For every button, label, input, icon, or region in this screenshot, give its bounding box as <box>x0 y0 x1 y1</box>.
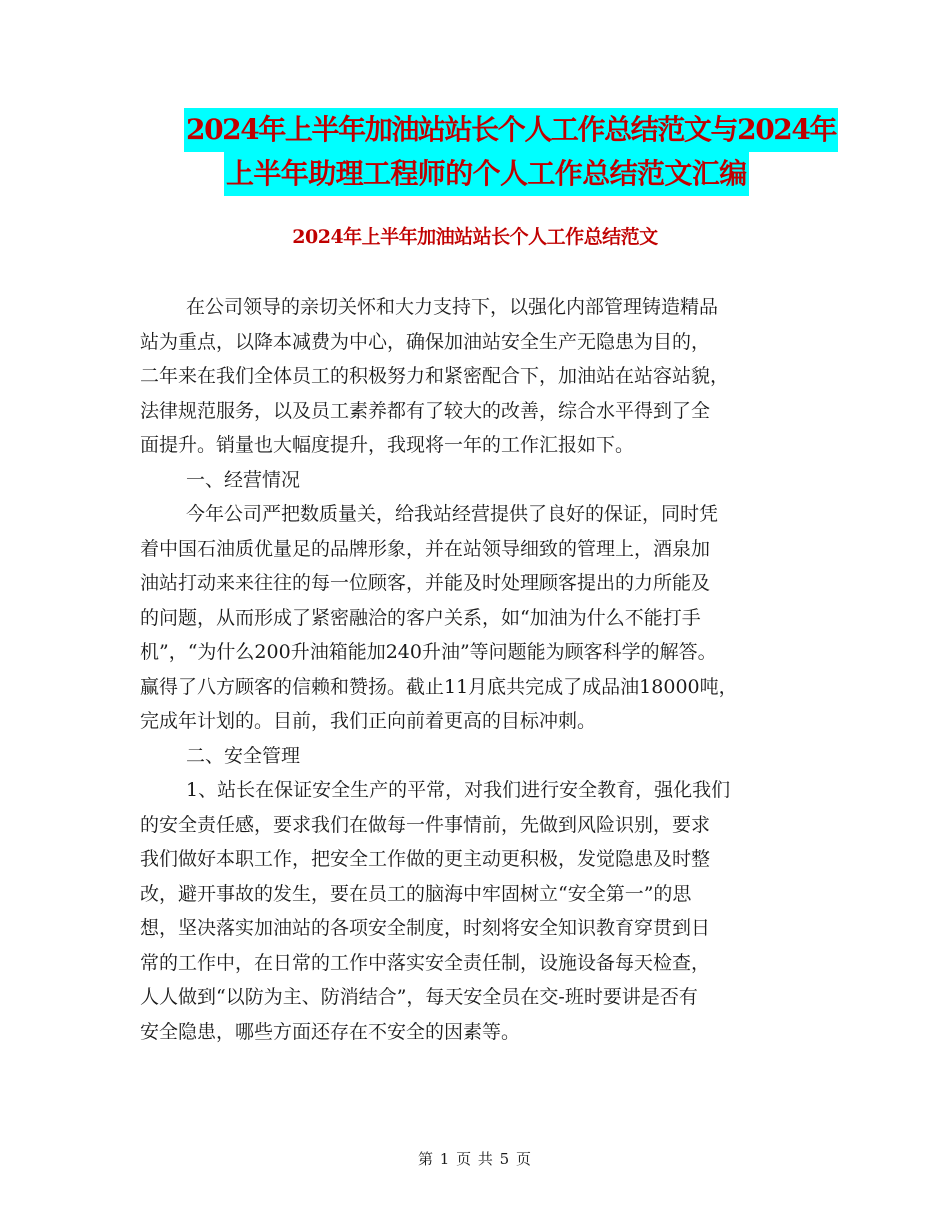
body-line: 油站打动来来往往的每一位顾客，并能及时处理顾客提出的力所能及 <box>140 572 711 594</box>
body-line: 我们做好本职工作，把安全工作做的更主动更积极，发觉隐患及时整 <box>140 848 711 870</box>
page-footer: 第 1 页 共 5 页 <box>418 1150 532 1168</box>
section-heading: 二、安全管理 <box>186 744 301 767</box>
body-line: 的安全责任感，要求我们在做每一件事情前，先做到风险识别，要求 <box>140 813 711 836</box>
body-line: 赢得了八方顾客的信赖和赞扬。截止11月底共完成了成品油18000吨， <box>140 675 738 698</box>
body-line: 常的工作中，在日常的工作中落实安全责任制，设施设备每天检查， <box>140 951 711 974</box>
section-heading: 一、经营情况 <box>186 468 301 491</box>
title-line-2: 上半年助理工程师的个人工作总结范文汇编 <box>224 152 749 196</box>
body-line: 想，坚决落实加油站的各项安全制度，时刻将安全知识教育穿贯到日 <box>140 917 711 939</box>
body-line: 完成年计划的。目前，我们正向前着更高的目标冲刺。 <box>140 710 597 732</box>
document-title <box>0 108 950 196</box>
body-line: 今年公司严把数质量关，给我站经营提供了良好的保证，同时凭 <box>186 503 719 525</box>
body-line: 法律规范服务，以及员工素养都有了较大的改善，综合水平得到了全 <box>140 399 711 422</box>
body-line: 人人做到“以防为主、防消结合”，每天安全员在交-班时要讲是否有 <box>140 986 698 1008</box>
body-line: 的问题，从而形成了紧密融洽的客户关系，如“加油为什么不能打手 <box>140 606 701 629</box>
body-line: 在公司领导的亲切关怀和大力支持下，以强化内部管理铸造精品 <box>186 296 719 318</box>
body-line: 机”，“为什么200升油箱能加240升油”等问题能为顾客科学的解答。 <box>140 641 717 663</box>
body-line: 着中国石油质优量足的品牌形象，并在站领导细致的管理上，酒泉加 <box>140 537 711 560</box>
body-line: 二年来在我们全体员工的积极努力和紧密配合下，加油站在站容站貌， <box>140 365 730 387</box>
body-line: 1、站长在保证安全生产的平常，对我们进行安全教育，强化我们 <box>186 779 731 801</box>
body-line: 安全隐患，哪些方面还存在不安全的因素等。 <box>140 1020 521 1043</box>
title-line-1: 2024年上半年加油站站长个人工作总结范文与2024年 <box>184 108 838 152</box>
body-text <box>140 290 818 1049</box>
body-line: 改，避开事故的发生，要在员工的脑海中牢固树立“安全第一”的思 <box>140 882 692 905</box>
body-line: 站为重点，以降本减费为中心，确保加油站安全生产无隐患为目的， <box>140 330 711 353</box>
body-line: 面提升。销量也大幅度提升，我现将一年的工作汇报如下。 <box>140 434 635 456</box>
section-subtitle: 2024年上半年加油站站长个人工作总结范文 <box>292 226 658 248</box>
